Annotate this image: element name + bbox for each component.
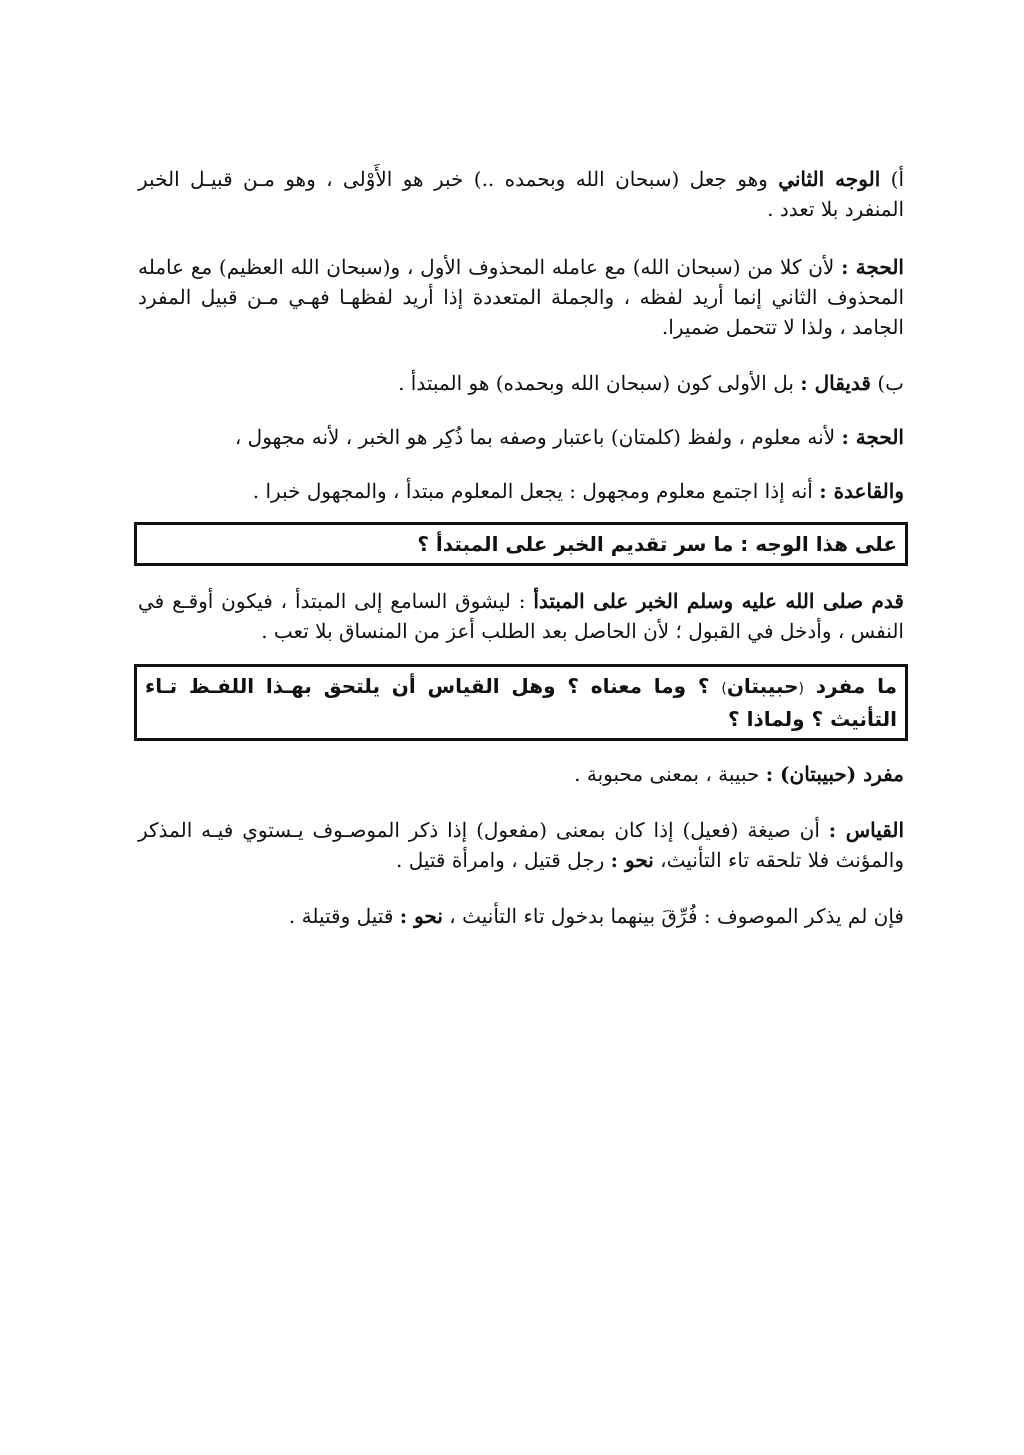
list-marker-b: ب) [871,371,904,395]
paragraph-unmentioned-noun [134,889,908,943]
analogy-label: القياس : [828,818,904,842]
argument-label: الحجة : [841,425,904,449]
argument-text: لأنه معلوم ، ولفظ (كلمتان) باعتبار وصفه بما ذُكِر هو الخبر ، لأنه مجهول ، [234,425,842,449]
alternative-view-label: قديقال : [800,371,871,395]
paragraph-second-view [134,150,908,238]
list-marker-a: أ) [880,167,905,191]
alternative-view-text: بل الأولى كون (سبحان الله وبحمده) هو المبتدأ . [398,371,801,395]
paragraph-alternative-view [134,356,908,410]
rule-text: أنه إذا اجتمع معلوم ومجهول : يجعل المعلوم مبتدأ ، والمجهول خبرا . [252,479,820,503]
question-box-singular [134,664,908,741]
second-view-text: وهو جعل (سبحان الله وبحمده ..) خبر هو الأَوْلى ، وهو مـن قبيـل الخبر المنفرد بلا تعدد . [138,167,904,221]
question-lead: على هذا الوجه [755,532,897,556]
question-start: ما مفرد [803,674,897,698]
paragraph-singular-answer [134,747,908,801]
answer-heading: قدم صلى الله عليه وسلم الخبر على المبتدأ [533,589,904,613]
paragraph-argument-1 [134,238,908,356]
singular-label: مفرد (حبيبتان) : [765,762,904,786]
paragraph-rule [134,464,908,518]
example-label: نحو : [399,904,443,928]
argument-label: الحجة : [841,255,904,279]
question-paren-open: ( [798,681,804,697]
question-word: حبيبتان [726,674,799,698]
document-body [134,150,908,943]
paragraph-argument-2 [134,410,908,464]
question-separator: : [733,532,756,556]
question-rest: ؟ وما معناه ؟ وهل القياس أن يلتحق بهـذا اللفـظ تـاء التأنيث ؟ ولماذا ؟ [145,674,897,731]
unmentioned-text: فإن لم يذكر الموصوف : فُرِّقَ بينهما بدخول تاء التأنيث ، [442,904,904,928]
answer-text: : ليشوق السامع إلى المبتدأ ، فيكون أوقـع في النفس ، وأدخل في القبول ؛ لأن الحاصل بعد الطلب أعز من المنساق بلا تعب . [138,589,904,643]
argument-text: لأن كلا من (سبحان الله) مع عامله المحذوف الأول ، و(سبحان الله العظيم) مع عامله المحذوف الثاني إنما أريد لفظه ، والجملة المتعددة إذا أريد لفظهـا فهـي مـن قبيل المفرد الجامد ، ولذا لا تتحمل ضميرا. [138,255,904,339]
example-text: قتيل وقتيلة . [288,904,400,928]
paragraph-analogy [134,801,908,889]
analogy-text: أن صيغة (فعيل) إذا كان بمعنى (مفعول) إذا ذكر الموصـوف يـستوي فيـه المذكر والمؤنث فلا تلحقه تاء التأنيث، [138,818,904,872]
question-text: ما سر تقديم الخبر على المبتدأ ؟ [417,532,734,556]
example-text: رجل قتيل ، وامرأة قتيل . [395,848,611,872]
question-box-predicate-order [134,522,908,566]
question-paren-close: ) [721,681,727,697]
singular-text: حبيبة ، بمعنى محبوبة . [574,762,766,786]
example-label: نحو : [610,848,654,872]
paragraph-answer-predicate-order [134,572,908,660]
rule-label: والقاعدة : [819,479,904,503]
second-view-heading: الوجه الثاني [778,167,881,191]
